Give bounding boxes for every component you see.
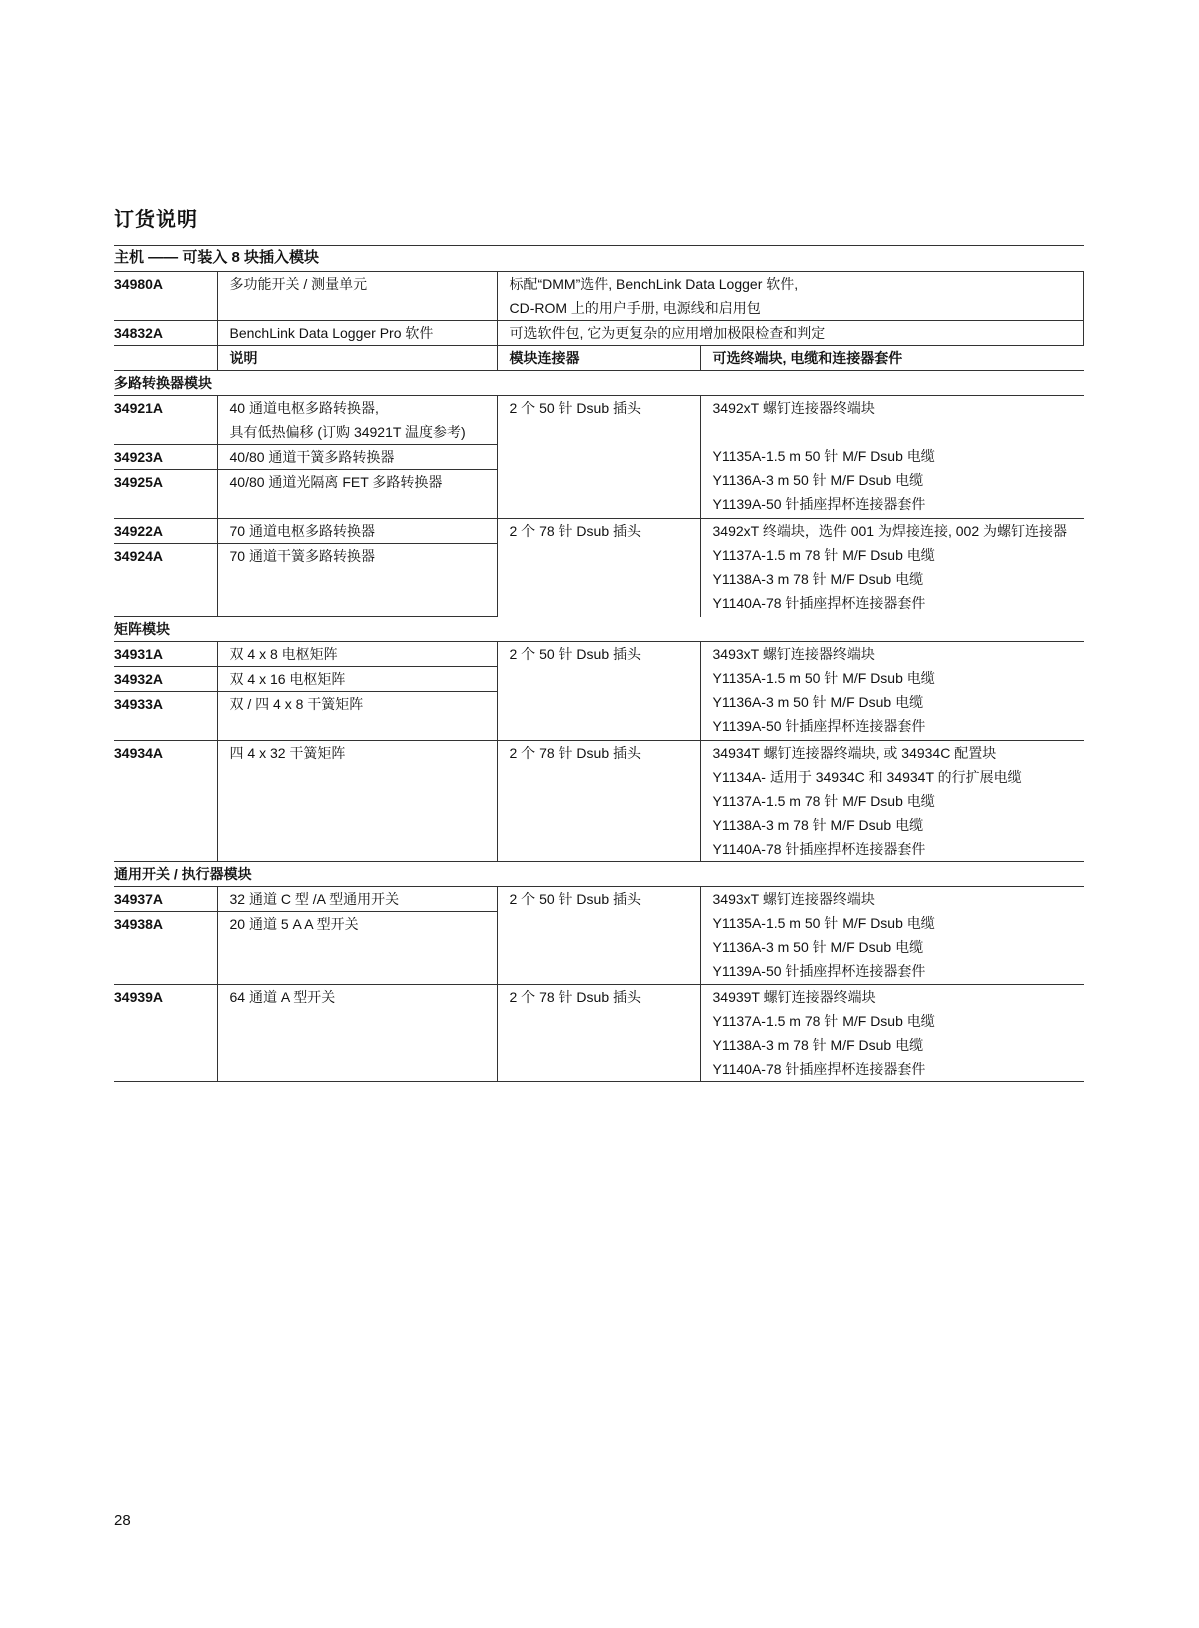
cell-line: 可选软件包, 它为更复杂的应用增加极限检查和判定	[509, 325, 826, 341]
page-title: 订货说明	[114, 209, 198, 231]
cell-line: 40/80 通道干簧多路转换器	[229, 449, 395, 465]
cell-line: 具有低热偏移 (订购 34921T 温度参考)	[229, 424, 466, 440]
cell-line	[713, 420, 1084, 444]
part-number: 34932A	[114, 667, 217, 692]
description	[217, 912, 497, 985]
cell-line: Y1135A-1.5 m 50 针 M/F Dsub 电缆	[712, 915, 935, 931]
module-row	[114, 985, 1084, 1082]
cell-line: Y1135A-1.5 m 50 针 M/F Dsub 电缆	[712, 670, 935, 686]
accessories	[700, 887, 1084, 985]
cell-line: 70 通道电枢多路转换器	[229, 523, 375, 539]
mainframe-row	[114, 321, 1084, 346]
cell-line: 3493xT 螺钉连接器终端块	[712, 891, 875, 907]
description	[217, 470, 497, 519]
section-heading: 矩阵模块	[114, 617, 1084, 642]
cell-line: 34939T 螺钉连接器终端块	[712, 989, 876, 1005]
column-header-connector: 模块连接器	[497, 346, 700, 371]
module-row	[114, 396, 1084, 445]
accessories	[700, 741, 1084, 862]
accessories	[700, 985, 1084, 1082]
cell-line: 3493xT 螺钉连接器终端块	[712, 646, 875, 662]
section-heading: 多路转换器模块	[114, 371, 1084, 396]
cell-line: Y1138A-3 m 78 针 M/F Dsub 电缆	[712, 817, 924, 833]
column-header-blank	[114, 346, 217, 371]
cell-line: 标配“DMM”选件, BenchLink Data Logger 软件,	[509, 276, 799, 292]
cell-line: Y1140A-78 针插座捍杯连接器套件	[712, 595, 926, 611]
cell-line: 3492xT 螺钉连接器终端块	[712, 400, 875, 416]
cell-line: 70 通道干簧多路转换器	[229, 548, 375, 564]
connector: 2 个 78 针 Dsub 插头	[497, 519, 700, 617]
description: BenchLink Data Logger Pro 软件	[217, 321, 497, 346]
section-heading-row	[114, 617, 1084, 642]
cell-line: Y1135A-1.5 m 50 针 M/F Dsub 电缆	[712, 448, 935, 464]
description	[217, 887, 497, 912]
cell-line: Y1139A-50 针插座捍杯连接器套件	[712, 718, 926, 734]
cell-line: Y1134A- 适用于 34934C 和 34934T 的行扩展电缆	[712, 769, 1022, 785]
description	[217, 692, 497, 741]
column-header-accessories: 可选终端块, 电缆和连接器套件	[700, 346, 1084, 371]
part-number: 34832A	[114, 321, 217, 346]
cell-line: Y1137A-1.5 m 78 针 M/F Dsub 电缆	[712, 793, 935, 809]
cell-line: Y1139A-50 针插座捍杯连接器套件	[712, 963, 926, 979]
cell-line: Y1138A-3 m 78 针 M/F Dsub 电缆	[712, 1037, 924, 1053]
cell-line: Y1140A-78 针插座捍杯连接器套件	[712, 1061, 926, 1077]
module-row	[114, 741, 1084, 862]
cell-line: 双 4 x 16 电枢矩阵	[229, 671, 346, 687]
mainframe-info	[497, 272, 1084, 321]
cell-line: 40 通道电枢多路转换器,	[229, 400, 379, 416]
accessories	[700, 396, 1084, 519]
cell-line: 40/80 通道光隔离 FET 多路转换器	[229, 474, 443, 490]
section-heading: 通用开关 / 执行器模块	[114, 862, 1084, 887]
cell-line: Y1137A-1.5 m 78 针 M/F Dsub 电缆	[712, 547, 935, 563]
description	[217, 544, 497, 617]
cell-line: 64 通道 A 型开关	[229, 989, 336, 1005]
part-number: 34922A	[114, 519, 217, 544]
cell-line: 20 通道 5 A A 型开关	[229, 916, 359, 932]
part-number: 34924A	[114, 544, 217, 617]
connector: 2 个 78 针 Dsub 插头	[497, 985, 700, 1082]
column-header-row	[114, 346, 1084, 371]
connector: 2 个 50 针 Dsub 插头	[497, 887, 700, 985]
module-row	[114, 642, 1084, 667]
module-row	[114, 519, 1084, 544]
section-heading-row	[114, 371, 1084, 396]
cell-line: Y1136A-3 m 50 针 M/F Dsub 电缆	[712, 694, 924, 710]
cell-line: CD-ROM 上的用户手册, 电源线和启用包	[509, 300, 761, 316]
module-row	[114, 887, 1084, 912]
connector: 2 个 50 针 Dsub 插头	[497, 396, 700, 519]
part-number: 34938A	[114, 912, 217, 985]
section-heading-row	[114, 862, 1084, 887]
part-number: 34937A	[114, 887, 217, 912]
cell-line: 双 / 四 4 x 8 干簧矩阵	[229, 696, 364, 712]
part-number: 34931A	[114, 642, 217, 667]
part-number: 34980A	[114, 272, 217, 321]
section-heading-mainframe	[114, 246, 1084, 272]
description	[217, 741, 497, 862]
section-heading: 主机 —— 可装入 8 块插入模块	[114, 246, 1084, 272]
cell-line: 3492xT 终端块，选件 001 为焊接连接, 002 为螺钉连接器	[712, 523, 1067, 539]
cell-line: 32 通道 C 型 /A 型通用开关	[229, 891, 400, 907]
mainframe-row	[114, 272, 1084, 321]
part-number: 34934A	[114, 741, 217, 862]
cell-line: Y1138A-3 m 78 针 M/F Dsub 电缆	[712, 571, 924, 587]
column-header-desc: 说明	[217, 346, 497, 371]
part-number: 34939A	[114, 985, 217, 1082]
cell-line: 四 4 x 32 干簧矩阵	[229, 745, 346, 761]
part-number: 34923A	[114, 445, 217, 470]
connector: 2 个 78 针 Dsub 插头	[497, 741, 700, 862]
part-number: 34933A	[114, 692, 217, 741]
cell-line: Y1136A-3 m 50 针 M/F Dsub 电缆	[712, 939, 924, 955]
ordering-table	[114, 245, 1084, 1082]
description	[217, 642, 497, 667]
cell-line: Y1136A-3 m 50 针 M/F Dsub 电缆	[712, 472, 924, 488]
part-number: 34925A	[114, 470, 217, 519]
accessories	[700, 519, 1084, 617]
mainframe-info	[497, 321, 1084, 346]
cell-line: Y1140A-78 针插座捍杯连接器套件	[712, 841, 926, 857]
cell-line: Y1137A-1.5 m 78 针 M/F Dsub 电缆	[712, 1013, 935, 1029]
description	[217, 396, 497, 445]
cell-line: Y1139A-50 针插座捍杯连接器套件	[712, 496, 926, 512]
description	[217, 667, 497, 692]
cell-line: 34934T 螺钉连接器终端块, 或 34934C 配置块	[712, 745, 997, 761]
description	[217, 519, 497, 544]
cell-line: 双 4 x 8 电枢矩阵	[229, 646, 338, 662]
description: 多功能开关 / 测量单元	[217, 272, 497, 321]
description	[217, 985, 497, 1082]
description	[217, 445, 497, 470]
connector: 2 个 50 针 Dsub 插头	[497, 642, 700, 741]
page-number: 28	[114, 1512, 131, 1529]
accessories	[700, 642, 1084, 741]
part-number: 34921A	[114, 396, 217, 445]
